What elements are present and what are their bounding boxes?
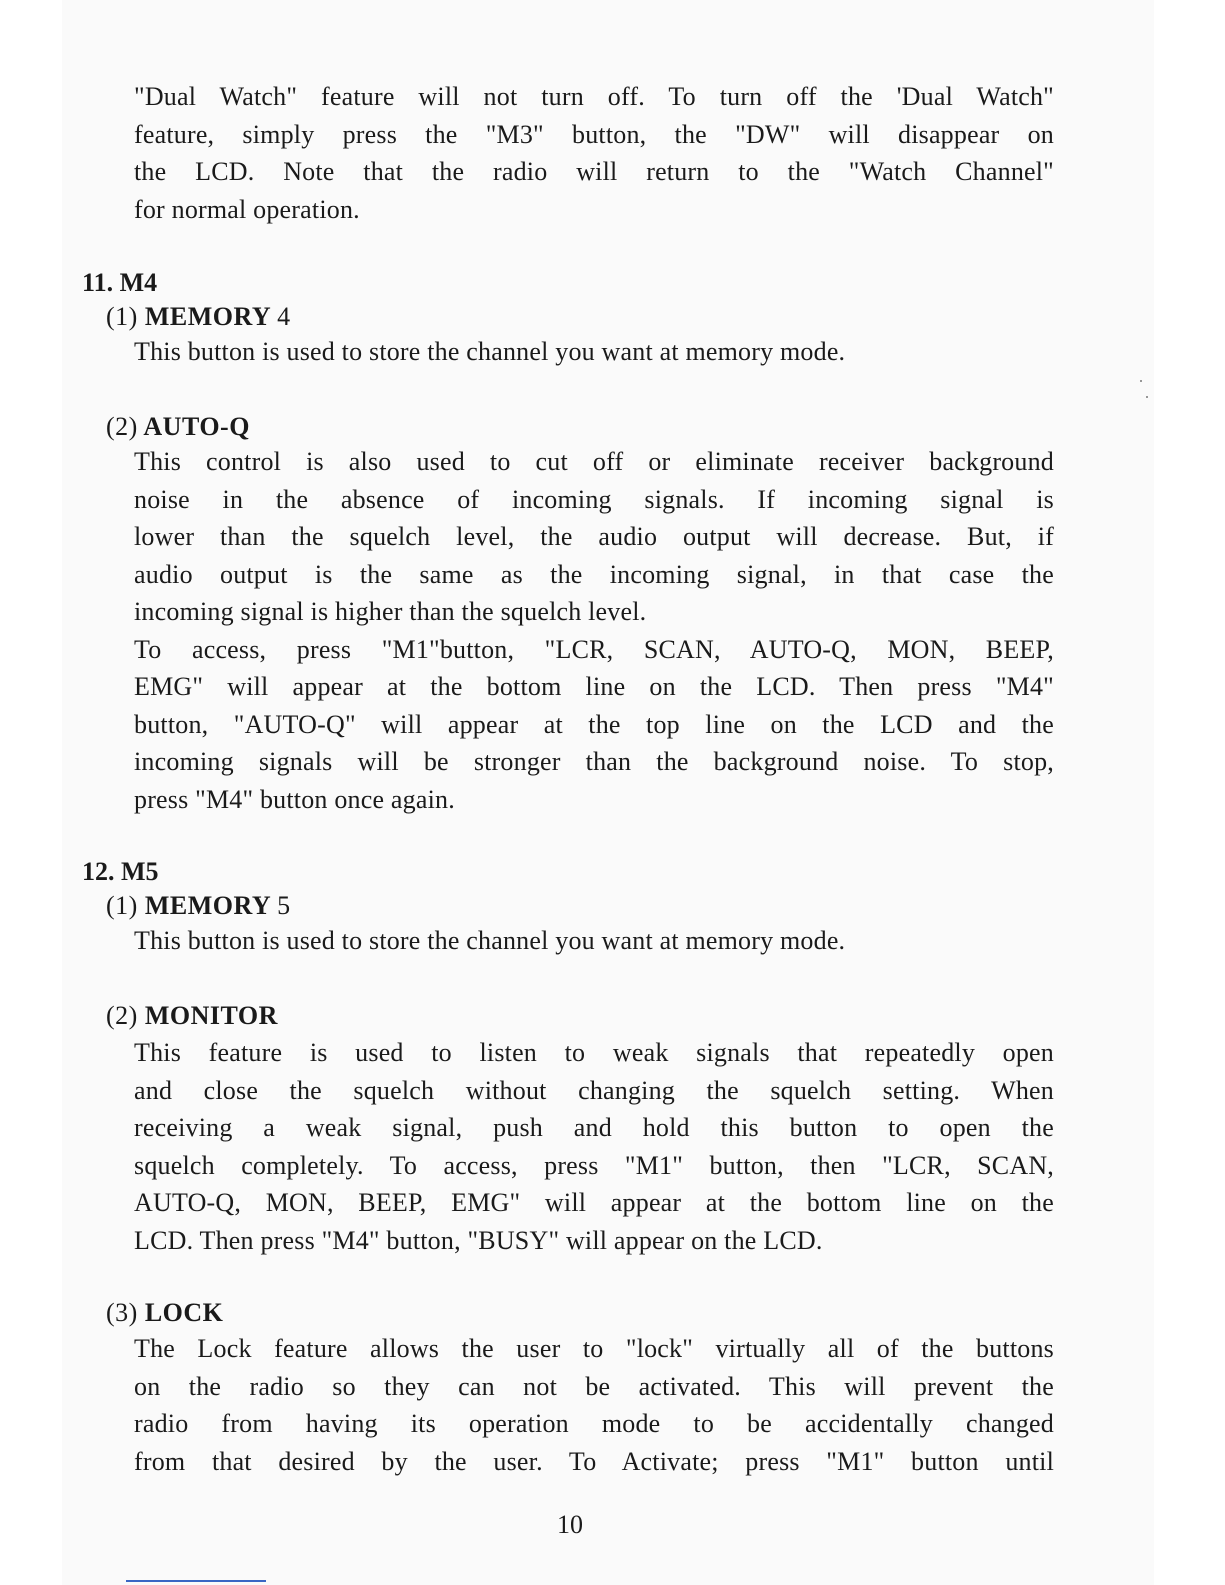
text-line: The Lock feature allows the user to "lock" virtually all of the buttons [134, 1334, 1054, 1363]
monitor-paragraph [134, 1034, 1054, 1259]
text-line: squelch completely. To access, press "M1" button, then "LCR, SCAN, [134, 1150, 1054, 1180]
text-line: This button is used to store the channel you want at memory mode. [134, 337, 846, 366]
text-line: incoming signals will be stronger than the background noise. To stop, [134, 747, 1054, 776]
text-line: "Dual Watch" feature will not turn off. To turn off the 'Dual Watch" [134, 82, 1054, 111]
text-line: This button is used to store the channel you want at memory mode. [134, 926, 846, 955]
section-heading-m4: 11. M4 [82, 268, 158, 297]
text-line: noise in the absence of incoming signals. If incoming signal is [134, 484, 1054, 514]
text-line: feature, simply press the "M3" button, the "DW" will disappear on [134, 119, 1054, 149]
subheading-number: (1) [106, 302, 138, 331]
scan-speck [1140, 380, 1142, 382]
text-line: receiving a weak signal, push and hold this button to open the [134, 1113, 1054, 1142]
text-line: from that desired by the user. To Activate; press "M1" button until [134, 1446, 1054, 1476]
subheading-tail: 4 [277, 302, 291, 331]
scan-margin-left [0, 0, 62, 1585]
scan-margin-right [1154, 0, 1225, 1585]
page-number: 10 [557, 1510, 583, 1539]
text-line: This control is also used to cut off or eliminate receiver background [134, 447, 1054, 476]
subheading-tail: 5 [277, 891, 291, 920]
text-line: and close the squelch without changing the squelch setting. When [134, 1075, 1054, 1105]
subheading-number: (2) [106, 412, 138, 441]
text-line: AUTO-Q, MON, BEEP, EMG" will appear at the bottom line on the [134, 1188, 1054, 1217]
memory-4-paragraph [134, 333, 1054, 371]
section-heading-m5: 12. M5 [82, 857, 159, 886]
text-line: button, "AUTO-Q" will appear at the top line on the LCD and the [134, 709, 1054, 739]
subheading-number: (2) [106, 1001, 138, 1030]
memory-5-paragraph [134, 922, 1054, 960]
subheading-title: MEMORY [144, 891, 271, 920]
text-line: To access, press "M1"button, "LCR, SCAN, AUTO-Q, MON, BEEP, [134, 634, 1054, 664]
subheading-memory-4 [106, 302, 291, 332]
subheading-title: MONITOR [144, 1001, 278, 1030]
text-line: incoming signal is higher than the squelch level. [134, 597, 647, 626]
subheading-number: (3) [106, 1298, 138, 1327]
lock-paragraph [134, 1330, 1054, 1480]
text-line: the LCD. Note that the radio will return to the "Watch Channel" [134, 157, 1054, 186]
text-line: radio from having its operation mode to be accidentally changed [134, 1409, 1054, 1438]
text-line: audio output is the same as the incoming signal, in that case the [134, 559, 1054, 589]
subheading-title: MEMORY [144, 302, 271, 331]
subheading-lock [106, 1298, 223, 1328]
subheading-monitor [106, 1001, 278, 1031]
subheading-title: AUTO-Q [143, 412, 250, 441]
text-line: This feature is used to listen to weak signals that repeatedly open [134, 1038, 1054, 1067]
text-line: lower than the squelch level, the audio output will decrease. But, if [134, 522, 1054, 551]
text-line: press "M4" button once again. [134, 784, 455, 814]
intro-paragraph [134, 78, 1054, 228]
subheading-auto-q [106, 412, 250, 442]
text-line: EMG" will appear at the bottom line on the LCD. Then press "M4" [134, 672, 1054, 701]
text-line: on the radio so they can not be activated. This will prevent the [134, 1371, 1054, 1401]
subheading-title: LOCK [144, 1298, 224, 1327]
text-line: LCD. Then press "M4" button, "BUSY" will appear on the LCD. [134, 1225, 823, 1255]
bottom-edge-rule [126, 1580, 266, 1582]
text-line: for normal operation. [134, 194, 360, 224]
subheading-number: (1) [106, 891, 138, 920]
auto-q-paragraph [134, 443, 1054, 818]
scan-speck [1146, 396, 1148, 398]
subheading-memory-5 [106, 891, 291, 921]
